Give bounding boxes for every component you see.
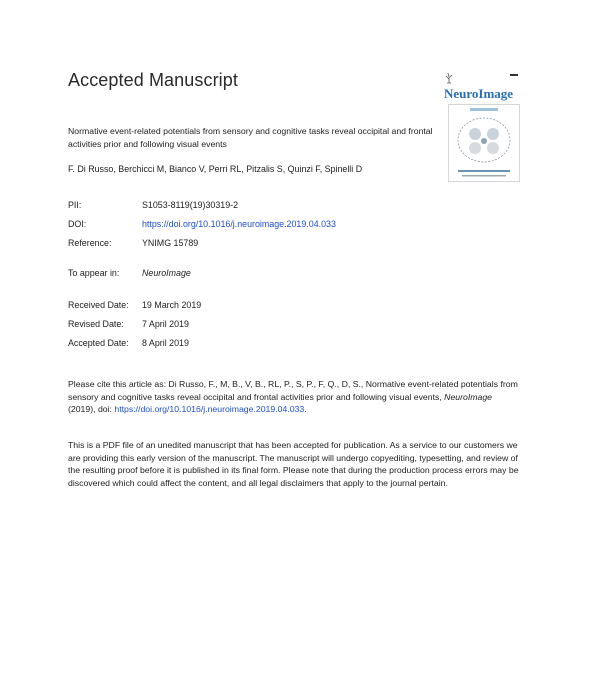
citation-paragraph xyxy=(68,378,520,416)
to-appear-label: To appear in: xyxy=(68,268,120,278)
accepted-date: 8 April 2019 xyxy=(142,338,189,348)
journal-logo xyxy=(444,72,524,184)
logo-tag-mark xyxy=(510,74,518,76)
received-label: Received Date: xyxy=(68,300,129,310)
article-title: Normative event-related potentials from sensory and cognitive tasks reveal occipital and frontal activities prior and following visual events xyxy=(68,126,433,149)
accepted-label: Accepted Date: xyxy=(68,338,129,348)
reference-label: Reference: xyxy=(68,238,112,248)
citation-doi-link[interactable]: https://doi.org/10.1016/j.neuroimage.2019.04.033 xyxy=(114,404,305,414)
pii-value: S1053-8119(19)30319-2 xyxy=(142,200,239,210)
citation-prefix: Please cite this article as: Di Russo, F., M, B., V, B., RL, P., S, P., F, Q., D, S., Normative event-related potentials from sensory and cognitive tasks reveal occipital and frontal activities prior and following visual events, xyxy=(68,379,518,402)
journal-name: NeuroImage xyxy=(142,268,191,278)
journal-brand-name: NeuroImage xyxy=(444,86,514,101)
page-heading: Accepted Manuscript xyxy=(68,70,238,90)
publisher-tree-icon xyxy=(444,72,454,84)
pii-label: PII: xyxy=(68,200,82,210)
journal-cover-icon xyxy=(448,104,520,182)
reference-value: YNIMG 15789 xyxy=(142,238,199,248)
received-date: 19 March 2019 xyxy=(142,300,202,310)
citation-middle: (2019), doi: xyxy=(68,404,115,414)
doi-label: DOI: xyxy=(68,219,87,229)
revised-date: 7 April 2019 xyxy=(142,319,189,329)
citation-journal: NeuroImage xyxy=(444,391,492,402)
citation-suffix: . xyxy=(304,404,307,414)
article-authors: F. Di Russo, Berchicci M, Bianco V, Perri RL, Pitzalis S, Quinzi F, Spinelli D xyxy=(68,164,363,174)
publication-notice: This is a PDF file of an unedited manuscript that has been accepted for publication. As a service to our customers we are providing this early version of the manuscript. The manuscript will undergo copyediting, typesetting, and review of the resulting proof before it is published in its final form. Please note that during the production process errors may be discovered which could affect the content, and all legal disclaimers that apply to the journal pertain. xyxy=(68,440,519,488)
doi-link[interactable]: https://doi.org/10.1016/j.neuroimage.2019.04.033 xyxy=(142,219,336,229)
revised-label: Revised Date: xyxy=(68,319,124,329)
